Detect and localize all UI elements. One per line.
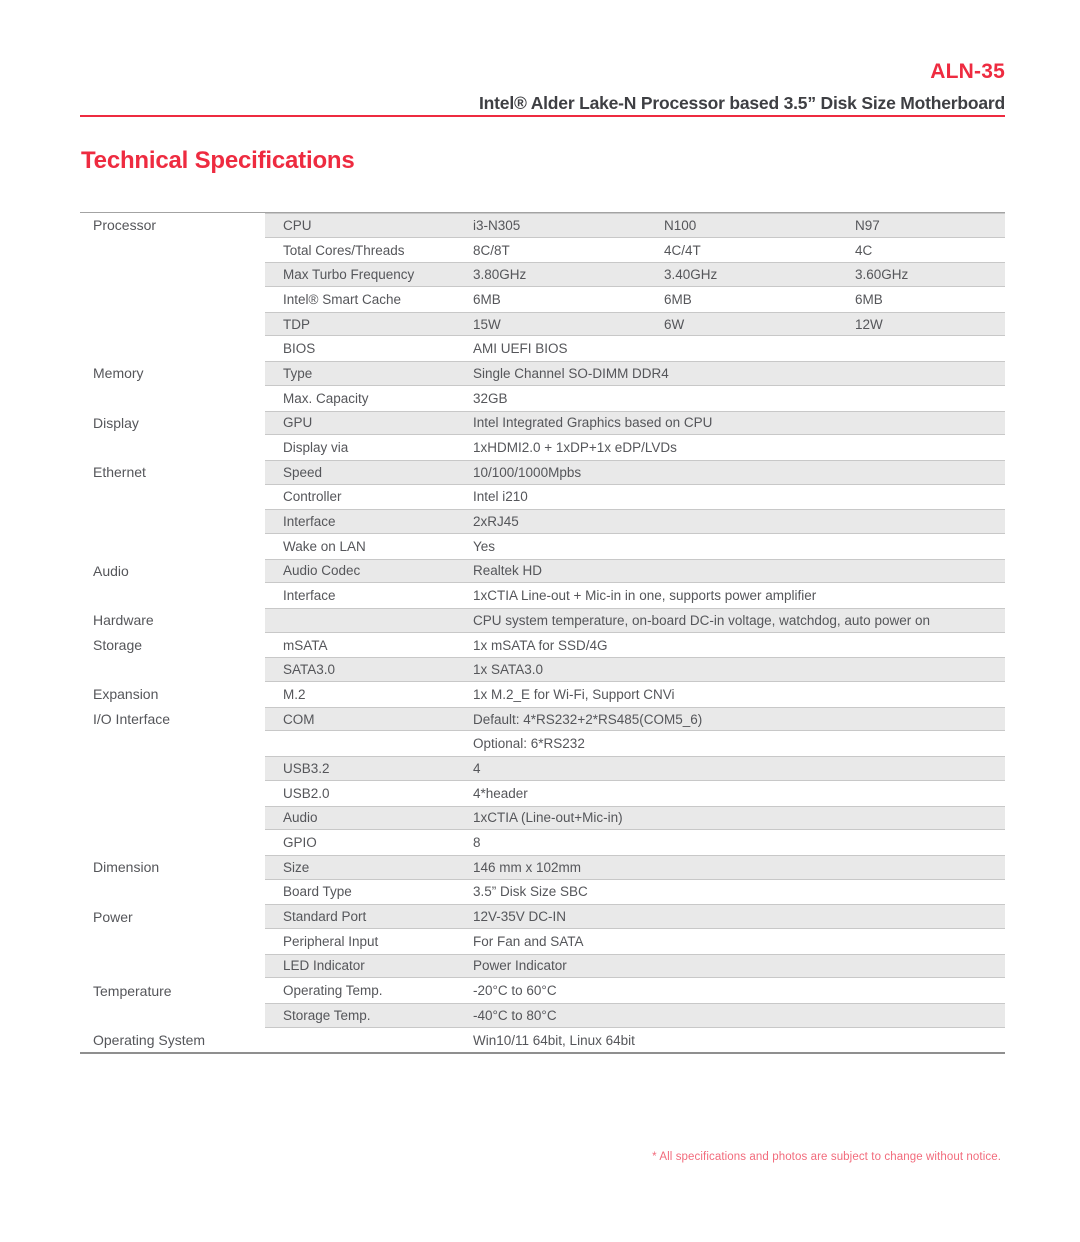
- spec-values: [473, 979, 1005, 1002]
- table-row: [80, 731, 1005, 756]
- spec-values: [473, 1004, 1005, 1027]
- table-row: [80, 682, 1005, 707]
- spec-label: USB3.2: [283, 760, 330, 776]
- category-cell: I/O Interface: [93, 711, 171, 728]
- spec-label: Audio: [283, 810, 318, 826]
- spec-label: Storage Temp.: [283, 1007, 371, 1023]
- spec-label: [265, 732, 473, 755]
- spec-value: 146 mm x 102mm: [473, 859, 582, 875]
- spec-value: 3.40GHz: [664, 267, 718, 283]
- spec-value: 6MB: [664, 291, 692, 307]
- spec-values: [473, 313, 1005, 336]
- spec-label: CPU: [283, 217, 312, 233]
- spec-row-content: [265, 731, 1005, 756]
- spec-label: Max. Capacity: [283, 390, 369, 406]
- spec-value: 15W: [473, 316, 501, 332]
- spec-values: [473, 732, 1005, 755]
- spec-value: 32GB: [473, 390, 508, 406]
- spec-values: [473, 362, 1005, 385]
- spec-values: [473, 1029, 1005, 1052]
- category-cell: [80, 386, 265, 411]
- spec-value: Yes: [473, 538, 496, 554]
- spec-label: LED Indicator: [283, 958, 365, 974]
- table-row: [80, 336, 1005, 361]
- category-cell: [80, 830, 265, 855]
- spec-row-content: [265, 559, 1005, 584]
- spec-value: 4C: [855, 242, 873, 258]
- category-cell: [80, 435, 265, 460]
- spec-row-content: [265, 608, 1005, 633]
- table-row: [80, 386, 1005, 411]
- spec-value: Power Indicator: [473, 958, 567, 974]
- spec-values: [473, 757, 1005, 780]
- spec-value: Default: 4*RS232+2*RS485(COM5_6): [473, 711, 703, 727]
- spec-label: Display via: [283, 440, 349, 456]
- spec-row-content: [265, 336, 1005, 361]
- spec-label: SATA3.0: [283, 662, 336, 678]
- spec-value: 10/100/1000Mpbs: [473, 464, 582, 480]
- spec-row-content: [265, 386, 1005, 411]
- spec-value: 1xHDMI2.0 + 1xDP+1x eDP/LVDs: [473, 440, 677, 456]
- spec-value: 3.80GHz: [473, 267, 527, 283]
- spec-value: Optional: 6*RS232: [473, 736, 585, 752]
- spec-value: 6W: [664, 316, 685, 332]
- spec-label: Speed: [283, 464, 323, 480]
- spec-values: [473, 560, 1005, 583]
- spec-row-content: [265, 460, 1005, 485]
- spec-values: [473, 584, 1005, 607]
- spec-label: Board Type: [283, 884, 352, 900]
- spec-values: [473, 412, 1005, 435]
- spec-label: [265, 609, 473, 632]
- spec-table: [80, 212, 1005, 1054]
- spec-label: Operating Temp.: [283, 983, 383, 999]
- table-row: [80, 1003, 1005, 1028]
- spec-label: Max Turbo Frequency: [283, 267, 415, 283]
- table-row: [80, 657, 1005, 682]
- spec-label: USB2.0: [283, 785, 330, 801]
- spec-value: 1xCTIA Line-out + Mic-in in one, supports power amplifier: [473, 588, 817, 604]
- table-row: [80, 633, 1005, 658]
- spec-values: [473, 708, 1005, 731]
- spec-values: [473, 658, 1005, 681]
- spec-row-content: [265, 1028, 1005, 1053]
- spec-value: 1x mSATA for SSD/4G: [473, 637, 608, 653]
- spec-value: Intel Integrated Graphics based on CPU: [473, 415, 713, 431]
- spec-label: BIOS: [283, 341, 316, 357]
- spec-value: 8C/8T: [473, 242, 510, 258]
- table-row: [80, 485, 1005, 510]
- spec-value: CPU system temperature, on-board DC-in voltage, watchdog, auto power on: [473, 612, 930, 628]
- spec-row-content: [265, 361, 1005, 386]
- spec-values: [473, 807, 1005, 830]
- spec-value: For Fan and SATA: [473, 933, 584, 949]
- table-row: [80, 213, 1005, 238]
- category-cell: Audio: [93, 562, 129, 579]
- spec-label: Standard Port: [283, 909, 367, 925]
- spec-value: Intel i210: [473, 489, 528, 505]
- table-row: [80, 880, 1005, 905]
- spec-row-content: [265, 682, 1005, 707]
- spec-row-content: [265, 756, 1005, 781]
- spec-values: [473, 930, 1005, 953]
- category-cell: [80, 731, 265, 756]
- spec-value: 8: [473, 835, 481, 851]
- spec-value: 3.60GHz: [855, 267, 909, 283]
- category-cell: Temperature: [93, 982, 172, 999]
- footnote: * All specifications and photos are subject to change without notice.: [652, 1151, 1001, 1163]
- spec-values: [473, 609, 1005, 632]
- spec-row-content: [265, 904, 1005, 929]
- table-row: [80, 707, 1005, 732]
- spec-value: 6MB: [473, 291, 501, 307]
- spec-values: [473, 486, 1005, 509]
- category-cell: [80, 509, 265, 534]
- spec-row-content: [265, 1003, 1005, 1028]
- category-cell: [80, 262, 265, 287]
- table-row: [80, 287, 1005, 312]
- table-row: [80, 1028, 1005, 1053]
- spec-row-content: [265, 213, 1005, 238]
- spec-label: [265, 1029, 473, 1052]
- category-cell: [80, 657, 265, 682]
- table-row: [80, 361, 1005, 386]
- spec-value: N100: [664, 217, 697, 233]
- spec-row-content: [265, 435, 1005, 460]
- spec-row-content: [265, 781, 1005, 806]
- table-row: [80, 954, 1005, 979]
- spec-value: 1xCTIA (Line-out+Mic-in): [473, 810, 623, 826]
- category-cell: [80, 929, 265, 954]
- spec-values: [473, 782, 1005, 805]
- spec-row-content: [265, 312, 1005, 337]
- spec-value: -20°C to 60°C: [473, 983, 557, 999]
- spec-values: [473, 831, 1005, 854]
- spec-values: [473, 634, 1005, 657]
- spec-label: M.2: [283, 686, 306, 702]
- category-cell: Storage: [93, 637, 143, 654]
- category-cell: [80, 312, 265, 337]
- spec-value: 1x SATA3.0: [473, 662, 544, 678]
- spec-values: [473, 239, 1005, 262]
- spec-label: Size: [283, 859, 310, 875]
- spec-values: [473, 881, 1005, 904]
- spec-value: 1x M.2_E for Wi-Fi, Support CNVi: [473, 686, 675, 702]
- spec-value: 4C/4T: [664, 242, 701, 258]
- spec-values: [473, 337, 1005, 360]
- spec-label: Interface: [283, 514, 336, 530]
- spec-row-content: [265, 633, 1005, 658]
- spec-values: [473, 436, 1005, 459]
- table-row: [80, 509, 1005, 534]
- header-rule: [80, 115, 1005, 117]
- spec-values: [473, 510, 1005, 533]
- page-title: Technical Specifications: [81, 147, 355, 174]
- spec-row-content: [265, 855, 1005, 880]
- table-row: [80, 534, 1005, 559]
- spec-label: Wake on LAN: [283, 538, 366, 554]
- spec-label: Type: [283, 365, 313, 381]
- spec-row-content: [265, 707, 1005, 732]
- page-subtitle: Intel® Alder Lake-N Processor based 3.5” Disk Size Motherboard: [479, 93, 1005, 113]
- spec-row-content: [265, 806, 1005, 831]
- category-cell: [80, 781, 265, 806]
- category-cell: Expansion: [93, 686, 159, 703]
- spec-label: Intel® Smart Cache: [283, 291, 401, 307]
- category-cell: Operating System: [93, 1032, 206, 1049]
- spec-label: GPIO: [283, 835, 317, 851]
- category-cell: Hardware: [93, 612, 154, 629]
- spec-label: Peripheral Input: [283, 933, 379, 949]
- table-row: [80, 238, 1005, 263]
- spec-row-content: [265, 978, 1005, 1003]
- table-row: [80, 460, 1005, 485]
- table-row: [80, 262, 1005, 287]
- spec-values: [473, 683, 1005, 706]
- category-cell: [80, 336, 265, 361]
- spec-value: i3-N305: [473, 217, 521, 233]
- spec-row-content: [265, 830, 1005, 855]
- spec-values: [473, 955, 1005, 978]
- spec-row-content: [265, 583, 1005, 608]
- spec-value: Single Channel SO-DIMM DDR4: [473, 365, 669, 381]
- spec-values: [473, 905, 1005, 928]
- spec-row-content: [265, 238, 1005, 263]
- spec-value: -40°C to 80°C: [473, 1007, 557, 1023]
- category-cell: [80, 583, 265, 608]
- table-row: [80, 411, 1005, 436]
- spec-row-content: [265, 954, 1005, 979]
- spec-label: Total Cores/Threads: [283, 242, 405, 258]
- table-row: [80, 559, 1005, 584]
- table-row: [80, 435, 1005, 460]
- spec-value: AMI UEFI BIOS: [473, 341, 568, 357]
- spec-label: Interface: [283, 588, 336, 604]
- category-cell: Memory: [93, 365, 144, 382]
- spec-label: GPU: [283, 415, 313, 431]
- table-row: [80, 830, 1005, 855]
- category-cell: Power: [93, 908, 133, 925]
- spec-value: 4: [473, 760, 481, 776]
- category-cell: [80, 806, 265, 831]
- table-row: [80, 608, 1005, 633]
- spec-value: 6MB: [855, 291, 883, 307]
- spec-value: 12W: [855, 316, 883, 332]
- spec-values: [473, 461, 1005, 484]
- spec-value: 4*header: [473, 785, 528, 801]
- table-row: [80, 806, 1005, 831]
- spec-value: Win10/11 64bit, Linux 64bit: [473, 1032, 635, 1048]
- category-cell: [80, 1003, 265, 1028]
- category-cell: Dimension: [93, 859, 160, 876]
- category-cell: Ethernet: [93, 464, 146, 481]
- spec-values: [473, 856, 1005, 879]
- category-cell: [80, 756, 265, 781]
- spec-value: N97: [855, 217, 880, 233]
- category-cell: [80, 485, 265, 510]
- category-cell: Processor: [93, 217, 157, 234]
- spec-row-content: [265, 411, 1005, 436]
- spec-value: 12V-35V DC-IN: [473, 909, 567, 925]
- category-cell: [80, 287, 265, 312]
- spec-label: Audio Codec: [283, 563, 361, 579]
- category-cell: [80, 238, 265, 263]
- spec-row-content: [265, 534, 1005, 559]
- table-row: [80, 855, 1005, 880]
- table-row: [80, 929, 1005, 954]
- spec-values: [473, 263, 1005, 286]
- spec-row-content: [265, 509, 1005, 534]
- category-cell: [80, 880, 265, 905]
- table-row: [80, 756, 1005, 781]
- category-cell: [80, 534, 265, 559]
- spec-value: 3.5” Disk Size SBC: [473, 884, 588, 900]
- spec-values: [473, 214, 1005, 237]
- spec-row-content: [265, 262, 1005, 287]
- table-row: [80, 904, 1005, 929]
- table-row: [80, 583, 1005, 608]
- table-row: [80, 978, 1005, 1003]
- table-row: [80, 312, 1005, 337]
- spec-value: 2xRJ45: [473, 514, 519, 530]
- product-model: ALN-35: [930, 60, 1005, 83]
- spec-values: [473, 288, 1005, 311]
- spec-row-content: [265, 287, 1005, 312]
- category-cell: Display: [93, 414, 139, 431]
- category-cell: [80, 954, 265, 979]
- spec-values: [473, 535, 1005, 558]
- spec-values: [473, 387, 1005, 410]
- spec-value: Realtek HD: [473, 563, 543, 579]
- spec-label: COM: [283, 711, 315, 727]
- spec-row-content: [265, 657, 1005, 682]
- spec-row-content: [265, 485, 1005, 510]
- table-row: [80, 781, 1005, 806]
- spec-row-content: [265, 929, 1005, 954]
- spec-label: TDP: [283, 316, 310, 332]
- spec-label: mSATA: [283, 637, 328, 653]
- spec-label: Controller: [283, 489, 342, 505]
- spec-row-content: [265, 880, 1005, 905]
